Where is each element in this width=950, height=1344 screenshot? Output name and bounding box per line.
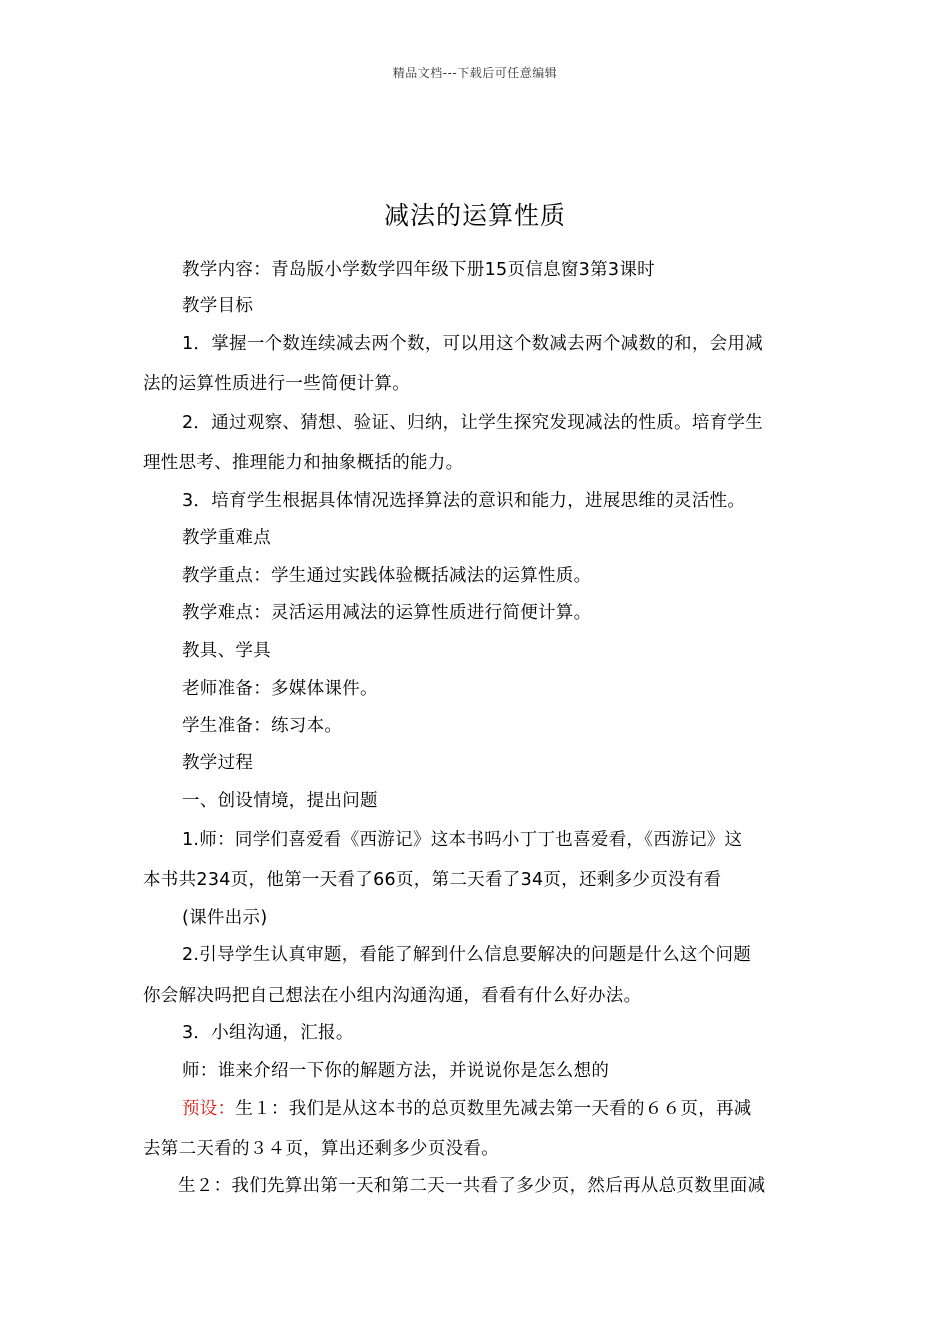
process-2-line-2: 你会解决吗把自己想法在小组内沟通沟通，看看有什么好办法。	[143, 986, 642, 1006]
preset-answer-2-line-1: 生２：我们先算出第一天和第二天一共看了多少页，然后再从总页数里面减	[178, 1176, 766, 1196]
difficult-point: 教学难点：灵活运用减法的运算性质进行简便计算。	[182, 603, 592, 623]
section-heading-goals: 教学目标	[182, 296, 254, 316]
goal-2-line-1: 2．通过观察、猜想、验证、归纳，让学生探究发现减法的性质。培育学生	[182, 413, 764, 433]
process-2-line-1: 2.引导学生认真审题，看能了解到什么信息要解决的问题是什么这个问题	[182, 945, 752, 965]
process-1-line-1: 1.师：同学们喜爱看《西游记》这本书吗小丁丁也喜爱看，《西游记》这	[182, 830, 743, 850]
preset-answer-1-line-2: 去第二天看的３４页，算出还剩多少页没看。	[143, 1139, 499, 1159]
section-heading-key-points: 教学重难点	[182, 528, 271, 548]
preset-answer-1-text: 生１：我们是从这本书的总页数里先减去第一天看的６６页，再减	[235, 1099, 752, 1119]
section-heading-process: 教学过程	[182, 753, 254, 773]
key-point: 教学重点：学生通过实践体验概括减法的运算性质。	[182, 566, 592, 586]
page-header: 精品文档---下载后可任意编辑	[392, 66, 558, 80]
goal-2-line-2: 理性思考、推理能力和抽象概括的能力。	[143, 453, 464, 473]
process-1-line-2: 本书共234页，他第一天看了66页，第二天看了34页，还剩多少页没有看	[143, 870, 722, 890]
step-heading-1: 一、创设情境，提出问题	[182, 791, 378, 811]
preset-label: 预设：	[182, 1099, 236, 1119]
student-preparation: 学生准备：练习本。	[182, 716, 343, 736]
teacher-preparation: 老师准备：多媒体课件。	[182, 679, 378, 699]
goal-1-line-1: 1．掌握一个数连续减去两个数，可以用这个数减去两个减数的和，会用减	[182, 334, 764, 354]
process-3: 3．小组沟通，汇报。	[182, 1023, 354, 1043]
goal-3: 3．培育学生根据具体情况选择算法的意识和能力，进展思维的灵活性。	[182, 491, 746, 511]
teacher-question: 师：谁来介绍一下你的解题方法，并说说你是怎么想的	[182, 1061, 610, 1081]
courseware-note: (课件出示)	[182, 908, 268, 928]
goal-1-line-2: 法的运算性质进行一些简便计算。	[143, 374, 410, 394]
document-title: 减法的运算性质	[383, 201, 566, 230]
teaching-content: 教学内容：青岛版小学数学四年级下册15页信息窗3第3课时	[182, 260, 655, 280]
preset-answer-1-line-1	[182, 1095, 752, 1120]
section-heading-tools: 教具、学具	[182, 641, 271, 661]
